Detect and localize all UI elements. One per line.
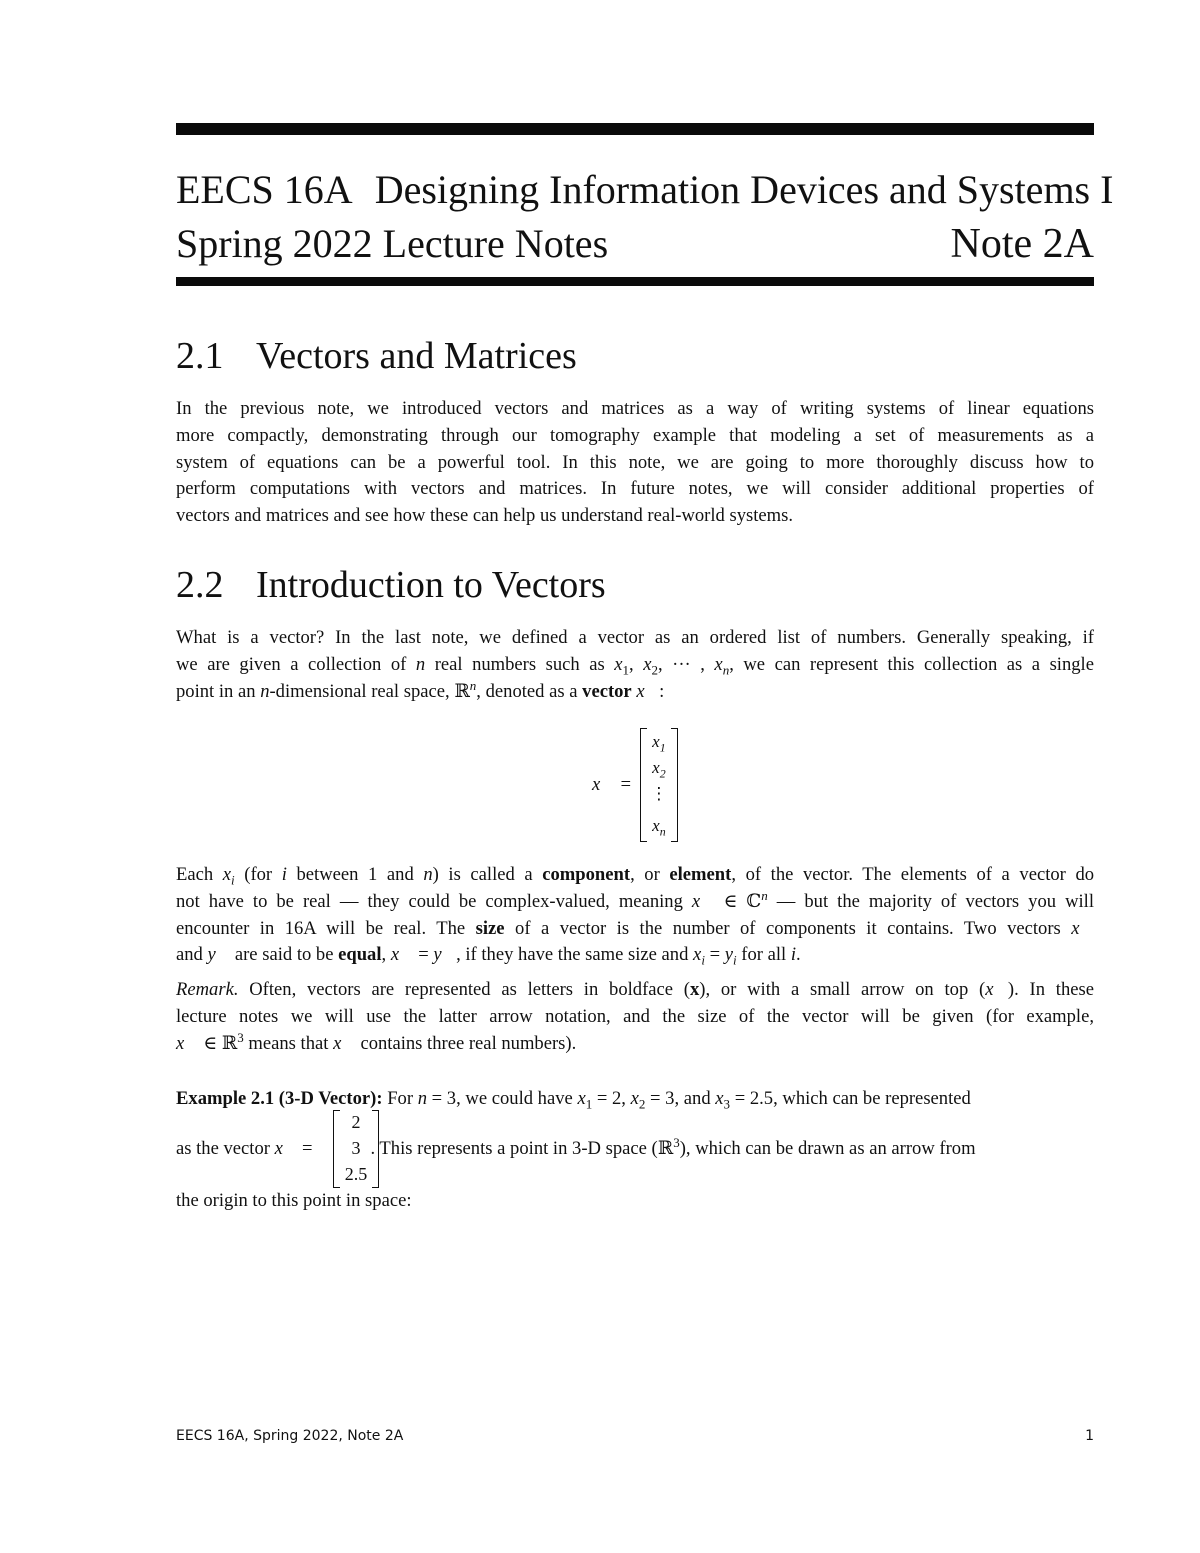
- text-line: not have to be real — they could be complex-valued, meaning x⃗ ∈ ℂ$^n$ — but the majority of vectors you will: [176, 887, 1094, 912]
- text-line: more compactly, demonstrating through our tomography example that modeling a set of measurements as a: [176, 424, 1094, 446]
- header-term-line: [176, 222, 1094, 266]
- header-bottom-rule: [176, 277, 1094, 286]
- text-line: we are given a collection of n real numbers such as $x_1$, $x_2$, ··· , $x_n$, we can represent this collection as a single: [176, 653, 1094, 678]
- course-code: EECS 16A: [176, 167, 353, 212]
- header-top-rule: [176, 123, 1094, 135]
- note-label: Note 2A: [950, 221, 1094, 267]
- text-line: the origin to this point in space:: [176, 1190, 412, 1211]
- section-heading-2-2: [176, 563, 606, 607]
- text-line: Each $x_i$ (for i between 1 and n) is called a component, or element, of the vector. The elements of a vector do: [176, 864, 1095, 888]
- vector-definition-paragraph: [176, 625, 1094, 705]
- text-line: vectors and matrices and see how these can help us understand real-world systems.: [176, 505, 794, 527]
- text-line: as the vector x⃗ = . This represents a point in 3-D space (ℝ$^3$), which can be drawn as an arrow from: [176, 1134, 976, 1159]
- example-line-3: [176, 1188, 1094, 1215]
- text-line: encounter in 16A will be real. The size of a vector is the number of components it contains. Two vectors x⃗: [176, 917, 1094, 939]
- text-line: point in an n-dimensional real space, ℝ$^n$, denoted as a vector x⃗:: [176, 677, 665, 702]
- section-heading-2-1: [176, 334, 577, 378]
- footer-label: EECS 16A, Spring 2022, Note 2A: [176, 1428, 404, 1444]
- text-line: In the previous note, we introduced vectors and matrices as a way of writing systems of linear equations: [176, 398, 1094, 419]
- header-course-line: [176, 167, 1114, 212]
- text-line: system of equations can be a powerful tool. In this note, we are going to more thoroughly discuss how to: [176, 451, 1094, 473]
- example-line-2: [176, 1136, 1094, 1163]
- text-line: and y⃗ are said to be equal, x⃗ = y⃗, if they have the same size and $x_i = y_i$ for all i.: [176, 944, 801, 969]
- section-title: Vectors and Matrices: [256, 335, 577, 377]
- vector-bracket: [640, 728, 678, 842]
- text-line: lecture notes we will use the latter arrow notation, and the size of the vector will be given (for example,: [176, 1005, 1094, 1027]
- course-title: Designing Information Devices and Systems I: [374, 167, 1114, 212]
- vector-entry: ⋮: [650, 784, 668, 803]
- vector-lhs: x⃗ =: [592, 774, 632, 795]
- text-line: What is a vector? In the last note, we defined a vector as an ordered list of numbers. Generally speaking, if: [176, 627, 1094, 648]
- vector-entry: $x_n$: [652, 816, 666, 839]
- section-title: Introduction to Vectors: [256, 564, 606, 606]
- vector-entry: $x_2$: [652, 758, 666, 781]
- example-vector: [333, 1110, 379, 1188]
- remark-paragraph: [176, 977, 1094, 1057]
- page-number: 1: [1085, 1428, 1094, 1444]
- section-number: 2.2: [176, 564, 224, 606]
- text-line: Example 2.1 (3-D Vector): For n = 3, we could have $x_1 = 2$, $x_2 = 3$, and $x_3 = 2.5$, which can be represented: [176, 1088, 971, 1112]
- text-line: perform computations with vectors and matrices. In future notes, we will consider additional properties of: [176, 478, 1094, 500]
- section-number: 2.1: [176, 335, 224, 377]
- vector-entry: $x_1$: [652, 732, 666, 755]
- vector-entry: 2.5: [344, 1164, 368, 1184]
- vector-entry: 2: [351, 1112, 361, 1132]
- text-line: x⃗ ∈ ℝ$^3$ means that x⃗ contains three real numbers).: [176, 1029, 577, 1054]
- intro-paragraph: [176, 396, 1094, 530]
- vector-entry: 3: [351, 1138, 361, 1158]
- page-footer: [176, 1428, 1094, 1444]
- term-label: Spring 2022 Lecture Notes: [176, 221, 609, 266]
- text-line: Remark. Often, vectors are represented as letters in boldface (x), or with a small arrow on top (x⃗). In these: [176, 979, 1094, 1000]
- components-paragraph: [176, 862, 1094, 969]
- example-line-1: [176, 1086, 1094, 1113]
- display-vector-equation: [592, 727, 678, 843]
